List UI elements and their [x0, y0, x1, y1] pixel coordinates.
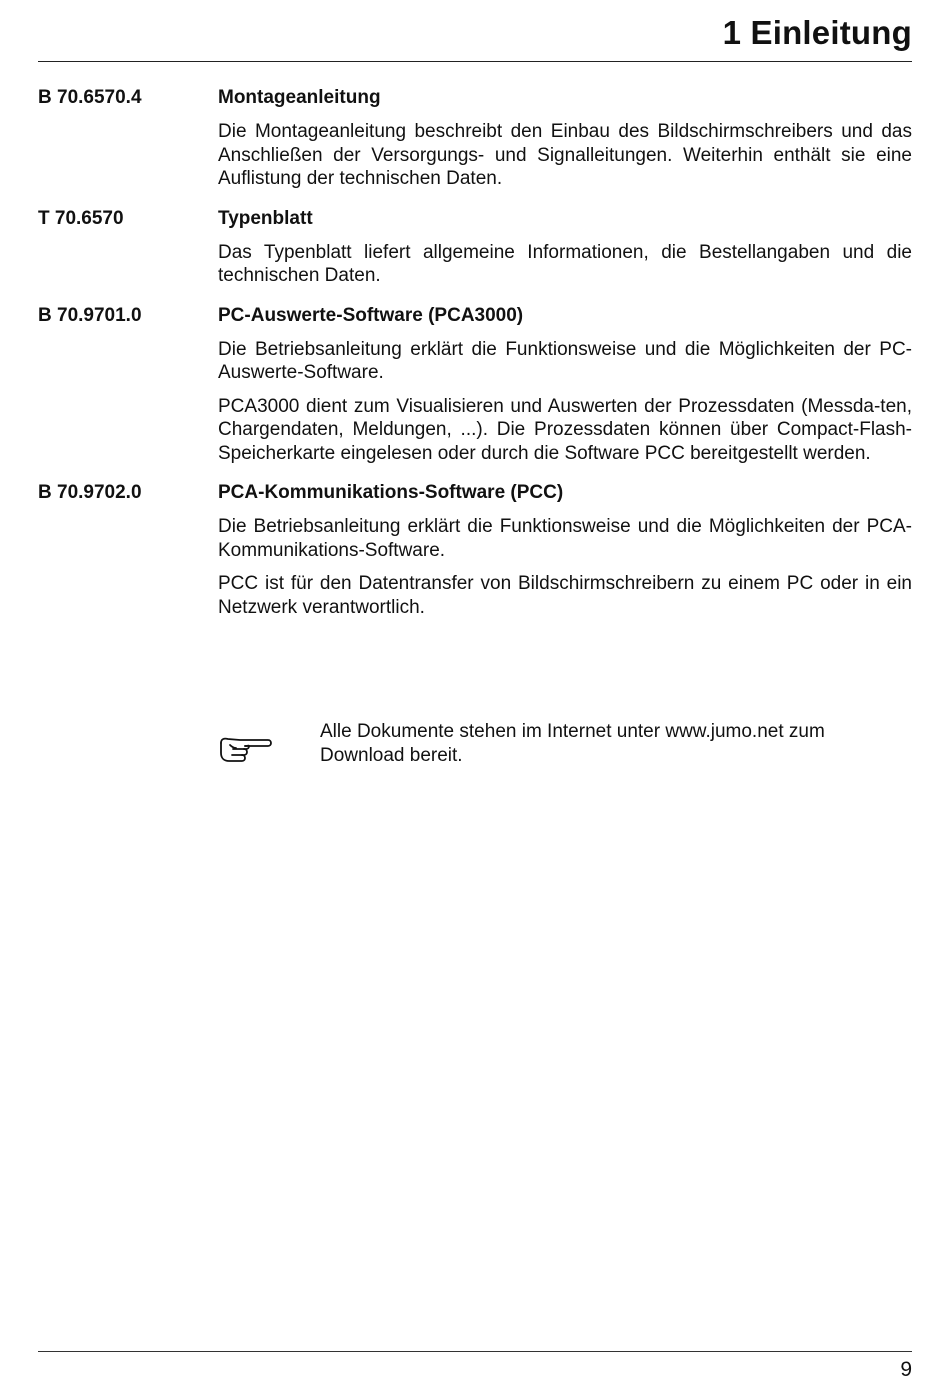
document-description	[218, 84, 912, 191]
download-note	[218, 720, 912, 767]
document-title: PCA-Kommunikations-Software (PCC)	[218, 482, 564, 503]
page-number: 9	[900, 1358, 912, 1381]
document-title: Montageanleitung	[218, 87, 381, 108]
description-paragraph: PCC ist für den Datentransfer von Bildschirmschreibern zu einem PC oder in ein Netzwerk verantwortlich.	[218, 573, 912, 618]
document-title: PC-Auswerte-Software (PCA3000)	[218, 304, 524, 326]
description-paragraph: Die Montageanleitung beschreibt den Einbau des Bildschirmschreibers und das Anschließen der Versorgungs- und Signalleitungen. Weiterhin enthält sie eine Auflistung der technischen Daten.	[218, 121, 912, 189]
document-description	[218, 302, 912, 466]
note-text: Alle Dokumente stehen im Internet unter www.jumo.net zum Download bereit.	[320, 721, 825, 766]
description-paragraph: PCA3000 dient zum Visualisieren und Auswerten der Prozessdaten (Messda-ten, Chargendaten, Meldungen, ...). Die Prozessdaten können über Compact-Flash-Speicherkarte eingelesen oder durch die Software PCC bereitgestellt werden.	[218, 395, 912, 464]
document-entry-typenblatt	[38, 205, 912, 288]
document-code: T 70.6570	[38, 207, 124, 229]
document-entry-pca3000	[38, 302, 912, 466]
document-list	[38, 84, 912, 633]
document-code: B 70.6570.4	[38, 87, 142, 108]
description-paragraph: Das Typenblatt liefert allgemeine Informationen, die Bestellangaben und die technischen Daten.	[218, 241, 912, 286]
document-entry-pcc	[38, 479, 912, 619]
document-title: Typenblatt	[218, 207, 313, 229]
pointing-hand-icon	[218, 734, 272, 764]
page-title: 1 Einleitung	[722, 14, 912, 51]
footer-divider	[38, 1351, 912, 1352]
document-code: B 70.9701.0	[38, 304, 142, 326]
document-description	[218, 479, 912, 619]
description-paragraph: Die Betriebsanleitung erklärt die Funktionsweise und die Möglichkeiten der PC-Auswerte-Software.	[218, 338, 912, 383]
description-paragraph: Die Betriebsanleitung erklärt die Funktionsweise und die Möglichkeiten der PCA-Kommunikations-Software.	[218, 516, 912, 561]
document-entry-montageanleitung	[38, 84, 912, 191]
header-divider	[38, 61, 912, 62]
document-code: B 70.9702.0	[38, 482, 142, 503]
document-description	[218, 205, 912, 288]
